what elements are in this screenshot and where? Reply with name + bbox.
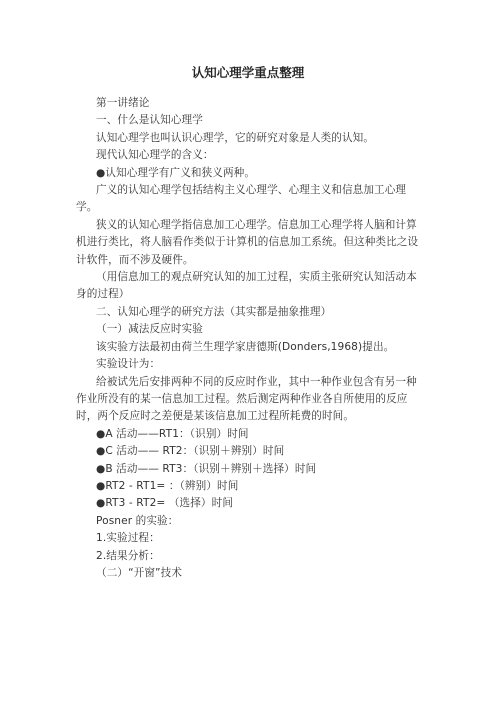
paragraph-lecture-heading: 第一讲绪论: [96, 97, 150, 109]
paragraph: 2.结果分析：: [96, 549, 160, 562]
paragraph: 狭义的认知心理学指信息加工心理学。信息加工心理学将人脑和计算机进行类比，将人脑看作类似于计算机的信息加工系统。但这种类比之设计软件，而不涉及硬件。: [76, 218, 419, 266]
paragraph-section-heading: 一、什么是认知心理学: [96, 114, 203, 127]
bullet-item: ●RT3 - RT2= （选择）时间: [96, 497, 234, 510]
bullet-item: ●RT2 - RT1= ：（辨别）时间: [96, 479, 239, 492]
paragraph: 给被试先后安排两种不同的反应时作业，其中一种作业包含有另一种作业所没有的某一信息加工过程。然后测定两种作业各自所使用的反应时，两个反应时之差便是某该信息加工过程所耗费的时间。: [76, 375, 417, 423]
paragraph: 认知心理学也叫认识心理学，它的研究对象是人类的认知。: [96, 131, 375, 144]
bullet-item: ●B 活动—— RT3：（识别＋辨别＋选择）时间: [96, 462, 317, 475]
paragraph: 实验设计为：: [96, 358, 161, 371]
paragraph: （用信息加工的观点研究认知的加工过程，实质主张研究认知活动本身的过程）: [76, 271, 417, 301]
paragraph-section-heading: 二、认知心理学的研究方法（其实都是抽象推理）: [96, 305, 332, 318]
paragraph-subsection-heading: （二）“开窗”技术: [96, 566, 183, 579]
paragraph: 1.实验过程：: [96, 532, 160, 545]
paragraph: 现代认知心理学的含义：: [96, 149, 214, 162]
bullet-item: ●C 活动—— RT2：（识别＋辨别）时间: [96, 445, 285, 458]
document-body: [76, 95, 422, 582]
bullet-item: ●A 活动——RT1：（识别）时间: [96, 427, 249, 440]
paragraph: Posner 的实验：: [96, 514, 179, 527]
paragraph: 广义的认知心理学包括结构主义心理学、心理主义和信息加工心理学。: [76, 184, 407, 214]
paragraph-subsection-heading: （一）减法反应时实验: [96, 323, 203, 336]
document-title: 认知心理学重点整理: [191, 65, 305, 80]
bullet-item: ●认知心理学有广义和狭义两种。: [96, 166, 256, 179]
paragraph: 该实验方法最初由荷兰生理学家唐德斯(Donders,1968)提出。: [96, 340, 395, 353]
